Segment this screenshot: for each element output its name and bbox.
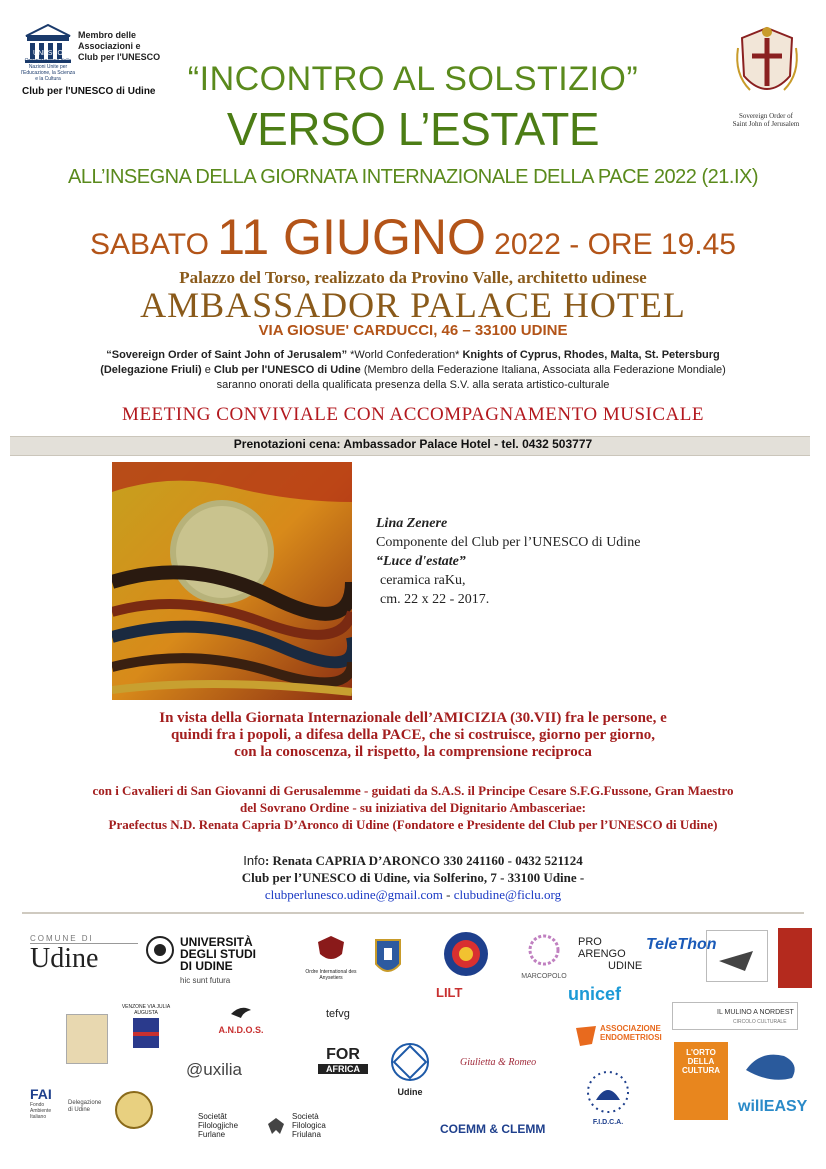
udine-club-logo [386,1042,434,1098]
info-block: Info: Renata CAPRIA D’ARONCO 330 241160 - 0432 521124 Club per l’UNESCO di Udine, via Solferino, 7 - 33100 Udine - clubperlunesco.udine@gmail.com - clubudine@ficlu.org [241,853,585,902]
comune-top: COMUNE DI [30,934,138,944]
hotel-name: AMBASSADOR PALACE HOTEL [140,285,686,325]
artwork-caption [376,514,640,609]
fai-delegation: Delegazione di Udine [68,1100,102,1113]
artwork-size: cm. 22 x 22 - 2017. [380,592,490,607]
telethon-text: TeleThon [646,936,717,953]
pro-arengo-logo [578,936,644,986]
proarengo-text: PRO ARENGO [578,936,626,960]
divider [22,912,804,914]
auxilia-logo [186,1060,282,1088]
giulietta-romeo-logo [460,1052,556,1082]
knights-text [0,782,826,833]
andos-text: A.N.D.O.S. [218,1025,264,1035]
stars-ring-icon [586,1070,630,1114]
org-name: “Sovereign Order of Saint John of Jerusalem” [106,349,348,361]
fidca-text: F.I.D.C.A. [592,1119,624,1126]
book-cover-logo [778,928,812,988]
orto-text: L'ORTO DELLA CULTURA [681,1048,721,1075]
mulino-sub: CIRCOLO CULTURALE [733,1019,787,1025]
meeting-heading: MEETING CONVIVIALE CON ACCOMPAGNAMENTO MUSICALE [122,404,704,425]
fai-text: FAI [30,1086,52,1102]
order-caption-line: Sovereign Order of [738,112,794,120]
club-emblem-icon [442,930,490,978]
map-icon [740,1046,804,1086]
ordre-anysetiers-logo [300,934,362,988]
marcopolo-text: MARCOPOLO [521,973,567,980]
willeasy-logo [738,1098,812,1128]
date-time: 2022 - ORE 19.45 [485,228,736,261]
title-line2: VERSO L’ESTATE [226,103,600,155]
lions-shield-icon [129,1016,163,1050]
org-text: (Membro della Federazione Italiana, Associata alla Federazione Mondiale) [360,364,726,376]
sicily-logo [706,930,768,982]
title-line1: “INCONTRO AL SOLSTIZIO” [187,60,639,98]
member-line: Club per l'UNESCO [78,52,161,62]
artwork-title [376,552,640,571]
artist-role: Componente del Club per l’UNESCO di Udine [376,535,641,550]
fai-sub: Fondo Ambiente Italiano [30,1102,52,1120]
telethon-logo [646,936,717,972]
uni-line: DI UDINE [180,959,233,973]
africa-text: AFRICA [318,1064,368,1074]
tefvg-logo [326,1004,386,1036]
willeasy-text: willEASY [738,1098,808,1115]
university-seal-icon [146,936,174,964]
bird-icon [229,1002,253,1020]
ordre-shield-icon [316,934,346,964]
friendship-line: quindi fra i popoli, a difesa della PACE, che si costruisce, giorno per giorno, [170,727,656,743]
region-map-logo [740,1046,804,1086]
order-caption-line: Saint John of Jerusalem [732,120,800,128]
club-name: Club per l'UNESCO di Udine [22,86,156,97]
artist-name [376,514,640,533]
orto-cultura-logo [674,1042,728,1120]
udine-club-text: Udine [397,1087,423,1097]
lions-venzone-logo [118,1004,174,1060]
fidca-logo [582,1070,634,1132]
artwork-material: ceramica raKu, [380,573,466,588]
rosette-icon [390,1042,430,1082]
knights-line: con i Cavalieri di San Giovanni di Gerusalemme - guidati da S.A.S. il Principe Cesare S.F.G.Fussone, Gran Maestro [92,783,734,798]
proarengo-text: UDINE [608,960,643,972]
endo-text: ASSOCIAZIONE ENDOMETRIOSI [600,1024,662,1042]
org-text: saranno onorati della qualificata presenza della S.V. alla serata artistico-culturale [216,379,610,391]
uni-line: DEGLI STUDI [180,947,257,961]
org-text: *World Confederation* [347,349,463,361]
auxilia-text: @uxilia [186,1060,242,1079]
ordre-text: Ordre International des Anysetiers [305,969,357,981]
lilt-logo [436,984,552,1012]
andos-logo [206,1002,276,1042]
for-africa-logo [318,1046,368,1086]
friendship-line: In vista della Giornata Internazionale dell’AMICIZIA (30.VII) fra le persone, e [159,710,667,726]
unicef-logo [568,984,656,1010]
friendship-text [0,710,826,761]
artwork-picture [112,462,352,700]
svg-text:UNESCO: UNESCO [33,50,63,57]
email-link-1[interactable]: clubperlunesco.udine@gmail.com [264,887,443,902]
unicef-text: unicef [568,984,622,1004]
university-logo [146,936,266,986]
coemm-text: COEMM & CLEMM [440,1122,546,1136]
udine-coat-logo [372,934,404,982]
for-text: FOR [326,1046,360,1063]
castle-logo [66,1014,108,1064]
endo-shape-icon [574,1024,598,1048]
org-name: (Delegazione Friuli) [100,364,202,376]
title-line3: ALL’INSEGNA DELLA GIORNATA INTERNAZIONALE DELLA PACE 2022 (21.IX) [68,166,758,188]
coemm-logo [440,1120,560,1140]
org-text: e [201,364,214,376]
sf-friulana: Società Filologica Friulana [292,1112,326,1139]
eagle-icon [266,1116,286,1136]
org-name: Club per l'UNESCO di Udine [213,364,361,376]
hotel-address: VIA GIOSUE' CARDUCCI, 46 – 33100 UDINE [258,322,568,339]
date-day: SABATO [89,228,218,261]
info-label: Info [243,853,265,868]
org-name: Knights of Cyprus, Rhodes, Malta, St. Petersburg [462,349,720,361]
endometriosi-logo [574,1022,666,1056]
artwork-title-text: “Luce d'estate” [376,554,466,569]
uni-line: UNIVERSITÀ [180,935,253,949]
email-link-2[interactable]: clubudine@ficlu.org [453,887,562,902]
giulietta-text: Giulietta & Romeo [460,1057,537,1068]
reservation-text: Prenotazioni cena: Ambassador Palace Hotel - tel. 0432 503777 [233,437,593,451]
filologica-logo [198,1112,358,1148]
badge-icon [114,1090,154,1130]
unesco-subtitle: Organizzazione delle Nazioni Unite per l'Educazione, la Scienza e la Cultura [20,58,76,82]
lions-text: VENZONE VIA JULIA AUGUSTA [121,1004,171,1016]
event-date [0,208,826,266]
member-text [78,30,160,63]
mulino-text: IL MULINO A NORDEST [717,1009,794,1016]
circle-badge-logo [114,1090,154,1130]
info-address: Club per l’UNESCO di Udine, via Solferino, 7 - 33100 Udine - [241,870,585,885]
artwork-image [112,462,352,700]
lilt-text: LILT [436,985,463,1000]
date-main: 11 GIUGNO [217,209,486,265]
fai-logo [30,1086,106,1126]
sf-furlane: Societât Filologjiche Furlane [198,1112,239,1139]
uni-motto: hic sunt futura [180,976,231,985]
venue-subtitle: Palazzo del Torso, realizzato da Provino Valle, architetto udinese [179,268,647,287]
organizers-text [60,348,766,393]
friendship-line: con la conoscenza, il rispetto, la comprensione reciproca [234,744,592,760]
mulino-logo [672,1002,798,1030]
tefvg-text: tefvg [326,1008,350,1020]
member-line: Associazioni e [78,41,141,51]
sicily-map-icon [707,931,767,981]
starburst-icon [524,932,564,968]
member-line: Membro delle [78,30,137,40]
coat-of-arms-icon [372,934,404,980]
lions-club-logo [442,930,490,978]
marcopolo-logo [518,932,570,984]
email-separator: - [446,887,451,902]
knights-line: del Sovrano Ordine - su iniziativa del Dignitario Ambasceriae: [240,800,586,815]
comune-text: Udine [30,943,99,974]
artist-name-text: Lina Zenere [376,516,448,531]
info-contact: Renata CAPRIA D’ARONCO 330 241160 - 0432 521124 [272,853,583,868]
knights-line: Praefectus N.D. Renata Capria D’Aronco di Udine (Fondatore e Presidente del Club per l’UNESCO di Udine) [108,817,718,832]
comune-udine-logo [30,934,138,984]
